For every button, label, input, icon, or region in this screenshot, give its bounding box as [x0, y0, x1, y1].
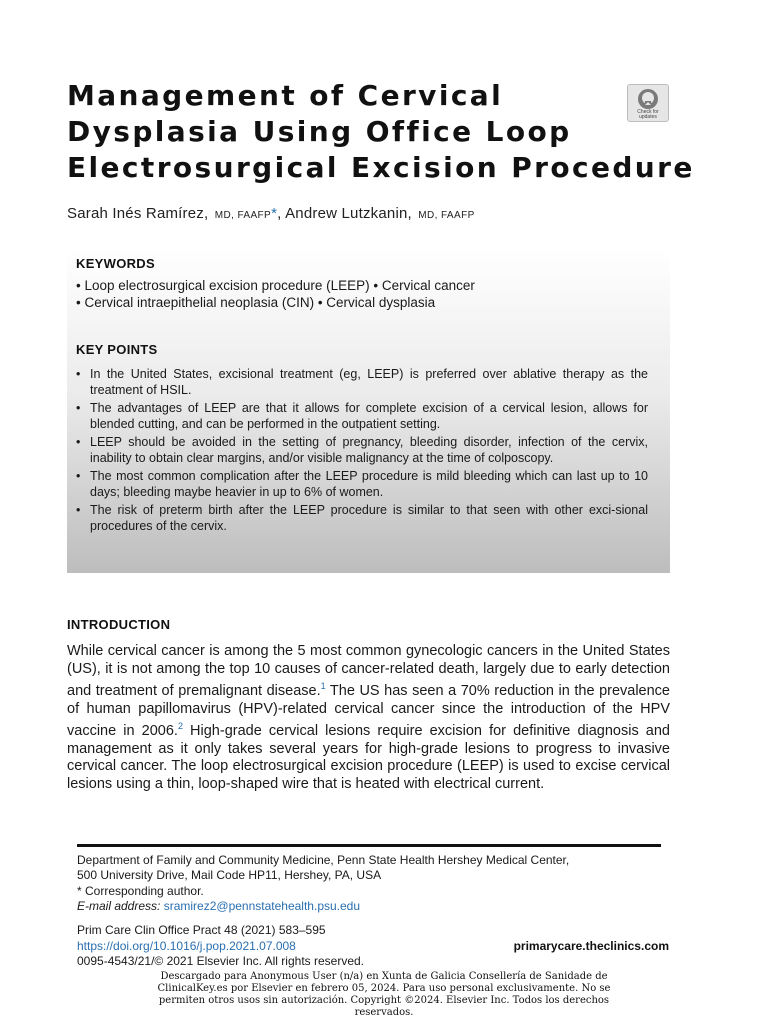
doi-link[interactable]	[77, 939, 296, 954]
key-points-list	[76, 367, 648, 537]
introduction-heading: INTRODUCTION	[67, 617, 171, 632]
journal-site: primarycare.theclinics.com	[513, 939, 669, 953]
author-list	[67, 205, 475, 222]
author-degrees: MD, FAAFP	[418, 210, 475, 221]
key-point-item: • LEEP should be avoided in the setting of pregnancy, bleeding disorder, infection of the cervix, inability to obtain clear margins, and/or visible malignancy at the time of colposcopy.	[76, 435, 648, 466]
intro-text: The US has seen a 70% reduction in the prevalence of human papillomavirus (HPV)-related cervical cancer since the introduction of the HPV vaccine in 2006.	[67, 683, 671, 740]
journal-citation: Prim Care Clin Office Pract 48 (2021) 583–595	[77, 923, 326, 937]
keywords-heading: KEYWORDS	[76, 256, 155, 271]
email-line	[77, 899, 360, 914]
title-line: Electrosurgical Excision Procedure	[67, 151, 695, 184]
author-degrees: MD, FAAFP	[214, 210, 272, 221]
download-notice: Descargado para Anonymous User (n/a) en Xunta de Galicia Consellería de Sanidade de ClinicalKey.es por Elsevier en febrero 05, 2024. Para uso personal exclusivamente. No se permiten otros usos sin autorización. Copyright ©2024. Elsevier Inc. Todos los derechos reservados.	[157, 971, 611, 1018]
author-name: Sarah Inés Ramírez,	[67, 205, 209, 222]
reference-link[interactable]: 1	[320, 681, 326, 692]
article-title	[67, 78, 695, 186]
keywords-line: • Cervical intraepithelial neoplasia (CIN) • Cervical dysplasia	[76, 295, 436, 310]
issn-copyright: 0095-4543/21/© 2021 Elsevier Inc. All rights reserved.	[77, 954, 365, 968]
keywords-keypoints-box	[67, 248, 670, 573]
key-point-item: • The advantages of LEEP are that it allows for complete excision of a cervical lesion, allows for blended cutting, and can be performed in the outpatient setting.	[76, 401, 648, 432]
key-points-heading: KEY POINTS	[76, 342, 158, 357]
badge-label: updates	[639, 114, 657, 120]
check-for-updates-button[interactable]	[627, 84, 669, 122]
title-line: Management of Cervical	[67, 79, 504, 112]
affiliation-line: 500 University Drive, Mail Code HP11, Hershey, PA, USA	[77, 868, 382, 882]
introduction-paragraph	[67, 643, 670, 793]
key-point-item: • The most common complication after the LEEP procedure is mild bleeding which can last up to 10 days; bleeding maybe heavier in up to 6% of women.	[76, 469, 648, 500]
corresponding-author-link[interactable]: *	[271, 205, 278, 222]
doi-link-text[interactable]: https://doi.org/10.1016/j.pop.2021.07.008	[77, 939, 296, 953]
affiliation-line: Department of Family and Community Medicine, Penn State Health Hershey Medical Center,	[77, 853, 570, 867]
keywords-line: • Loop electrosurgical excision procedure (LEEP) • Cervical cancer	[76, 278, 475, 293]
key-point-item: • In the United States, excisional treatment (eg, LEEP) is preferred over ablative therapy as the treatment of HSIL.	[76, 367, 648, 398]
intro-text: While cervical cancer is among the 5 most common gynecologic cancers in the United States (US), it is not among the top 10 causes of cancer-related death, largely due to early detection and treatment of premalignant disease.	[67, 643, 670, 700]
badge-label: Check for	[637, 109, 659, 115]
author-name: , Andrew Lutzkanin,	[277, 205, 412, 222]
title-line: Dysplasia Using Office Loop	[67, 115, 572, 148]
intro-text: High-grade cervical lesions require excision for definitive diagnosis and management as it only takes several years for high-grade lesions to progress to invasive cervical cancer. The loop electrosurgical excision procedure (LEEP) is used to excise cervical lesions using a thin, loop-shaped wire that is heated with electrical current.	[67, 723, 670, 792]
corresponding-note: * Corresponding author.	[77, 884, 204, 898]
check-for-updates-icon	[637, 88, 659, 110]
footnote-divider	[77, 844, 661, 847]
key-point-item: • The risk of preterm birth after the LEEP procedure is similar to that seen with other exci-sional procedures of the cervix.	[76, 503, 648, 534]
email-label: E-mail address:	[77, 899, 161, 913]
email-link[interactable]: sramirez2@pennstatehealth.psu.edu	[163, 899, 361, 913]
reference-link[interactable]: 2	[177, 721, 183, 732]
